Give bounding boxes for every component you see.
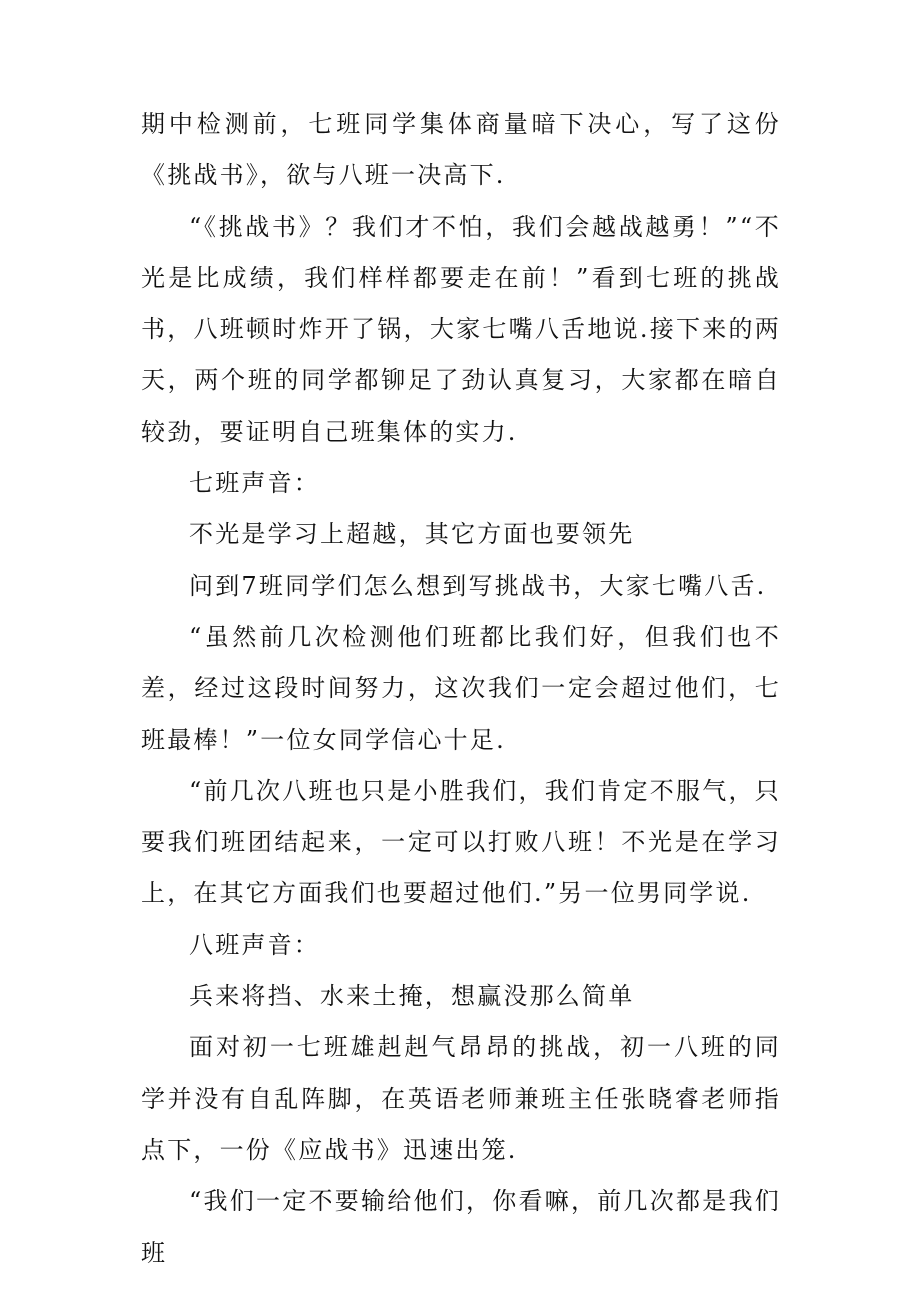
article-body — [141, 99, 781, 1279]
subheading-class7: 不光是学习上超越，其它方面也要领先 — [189, 520, 635, 549]
paragraph-class8-quote: “我们一定不要输给他们，你看嘛，前几次都是我们班 — [141, 1187, 781, 1267]
paragraph-girl-quote: “虽然前几次检测他们班都比我们好，但我们也不差，经过这段时间努力，这次我们一定会超过他们，七班最棒！”一位女同学信心十足. — [141, 622, 781, 754]
paragraph-class8-reaction: “《挑战书》？我们才不怕，我们会越战越勇！”“不光是比成绩，我们样样都要走在前！”看到七班的挑战书，八班顿时炸开了锅，大家七嘴八舌地说.接下来的两天，两个班的同学都铆足了劲认真复习，大家都在暗自较劲，要证明自己班集体的实力. — [141, 212, 781, 446]
paragraph-boy-quote: “前几次八班也只是小胜我们，我们肯定不服气，只要我们班团结起来，一定可以打败八班！不光是在学习上，在其它方面我们也要超过他们.”另一位男同学说. — [141, 776, 781, 908]
paragraph-class7-question: 问到7班同学们怎么想到写挑战书，大家七嘴八舌. — [189, 571, 767, 600]
subheading-class8: 兵来将挡、水来土掩，想赢没那么简单 — [189, 982, 635, 1011]
paragraph-class8-response: 面对初一七班雄赳赳气昂昂的挑战，初一八班的同学并没有自乱阵脚，在英语老师兼班主任张晓睿老师指点下，一份《应战书》迅速出笼. — [141, 1033, 781, 1164]
section-heading-class7-voice: 七班声音： — [189, 469, 320, 498]
paragraph-intro: 期中检测前，七班同学集体商量暗下决心，写了这份《挑战书》，欲与八班一决高下. — [141, 110, 781, 190]
section-heading-class8-voice: 八班声音： — [189, 930, 320, 959]
